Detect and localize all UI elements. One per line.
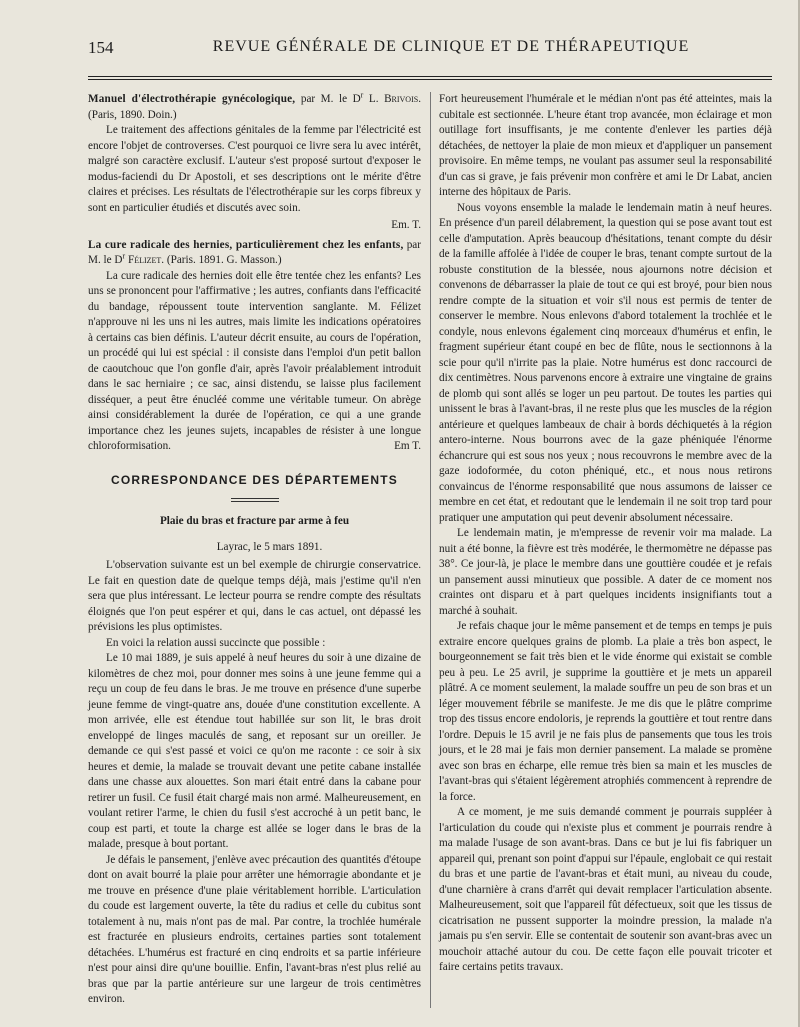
- article-paragraph: Le 10 mai 1889, je suis appelé à neuf heures du soir à une dizaine de kilomètres de chez moi, pour donner mes soins à une jeune femme qui a reçu un coup de feu dans le bras. Je me trouve en présence d'une superbe jeune femme de vingt-quatre ans, douée d'une constitution excellente. A mon arrivée, elle est étendue tout habillée sur son lit, le bras droit enveloppé de linges maculés de sang, et reposant sur un oreiller. Je demande ce qui s'est passé et voici ce qu'on me raconte : ce soir à six heures et demie, la malade se trouvait devant une petite cabane installée dans une chasse aux alouettes. Son mari était entré dans la cabane pour retirer un fusil. Ce fusil était chargé mais non armé. Malheureusement, en voulant retirer l'arme, le chien du fusil s'est accroché à un petit banc, le coup est parti, et toute la charge est allée se loger dans le bras de la malade, presque à bout portant.: [88, 652, 421, 850]
- article-paragraph: Je refais chaque jour le même pansement et de temps en temps je puis extraire encore quelques grains de plomb. La plaie a très bon aspect, le bourgeonnement se fait très bien et le vide énorme qui existait se comble peu à peu. Le 25 avril, je supprime la gouttière et je mets un appareil plâtré. A ce moment seulement, la malade souffre un peu de son bras et un léger mouvement fébrile se manifeste. Je me dis que le plâtre comprime trop des tissus encore endoloris, je reprends la gouttière et tout rentre dans l'ordre. Depuis le 15 avril je ne fais plus de pansements que tous les trois jours, et le 28 mai je fais mon dernier pansement. La malade se promène avec son bras en écharpe, elle remue très bien sa main et les muscles de l'avant-bras qui s'étaient légèrement atrophiés commencent à reprendre de la force.: [439, 620, 772, 803]
- article-paragraph: Je défais le pansement, j'enlève avec précaution des quantités d'étoupe dont on avait bourré la plaie pour arrêter une hémorragie abondante et je me trouve en présence d'une plaie véritablement horrible. L'articulation du coude est largement ouverte, la tête du radius et celle du cubitus sont totalement à nu, mais n'ont pas de mal. Par contre, la trochlée humérale est fracturée en plusieurs endroits, certaines parties sont totalement détachées. L'humérus est fracturé en cinq endroits et sa partie inférieure n'est pour ainsi dire qu'une bouillie. Enfin, l'avant-bras n'est plus relié au bras que par la partie antérieure sur une largeur de trois centimètres environ.: [88, 853, 421, 1005]
- review-title: La cure radicale des hernies, particulièrement chez les enfants,: [88, 238, 404, 251]
- book-review-hernia: [88, 238, 421, 455]
- left-column: [88, 92, 421, 1008]
- article-paragraph: Fort heureusement l'humérale et le médian n'ont pas été atteintes, mais la cubitale est sectionnée. L'heure étant trop avancée, mon éclairage et mon outillage fort insuffisants, je me contente d'enlever les parties déjà détachées, de nettoyer la plaie de mon mieux et d'appliquer un pansement provisoire. En même temps, ne voulant pas assumer seul la responsabilité d'un cas si grave, je fais prévenir mon confrère et ami le Dr Labat, ancien interne des hôpitaux de Paris.: [439, 93, 772, 198]
- review-heading: [88, 238, 421, 269]
- article-title: Plaie du bras et fracture par arme à feu: [159, 515, 350, 527]
- review-byline-prefix: par M. le D: [300, 93, 361, 105]
- article-paragraph: Nous voyons ensemble la malade le lendemain matin à neuf heures. En présence d'un pareil délabrement, la question qui se pose avant tout est celle d'amputation. Après beaucoup d'hésitations, tenant compte du désir de la famille affolée à l'idée de couper le bras, tenant compte surtout de la robuste constitution de la blessée, nous ajournons notre décision et convenons de débarrasser la plaie de tout ce qui est broyé, pour bien nous rendre compte de la situation et voir s'il nous est permis de tenter de conserver le membre. Nous enlevons d'abord totalement la trochlée et le condyle, nous enlevons également cinq morceaux d'humérus et enfin, le fragment supérieur étant coupé en bec de flûte, nous le sectionnons à la scie pour qu'il n'irrite pas la plaie. Notre humérus est donc raccourci de dix centimètres. Nous parvenons encore à extraire une vingtaine de grains de plomb qui sont allés se loger un peu partout. De toutes les parties qui unissent le bras à l'avant-bras, il ne reste plus que les muscles de la région antérieure et quelques lambeaux de chair à bords déchiquetés à la région antero-interne. Nous bourrons avec de la gaze phéniquée l'énorme échancrure qui est sous nos yeux ; nous recouvrons le membre avec de la gaze iodoformée, du coton phéniqué, etc., et nous nous retirons convaincus de l'énorme responsabilité que nous assumons de laisser ce membre en cet état, et redoutant que le lendemain il ne soit trop tard pour pratiquer une amputation qui peut devenir absolument nécessaire.: [439, 201, 772, 524]
- review-heading: [88, 92, 421, 123]
- book-review-electrotherapy: [88, 92, 421, 234]
- correspondence-section: [88, 473, 421, 503]
- review-byline-superscript: r: [122, 251, 126, 261]
- page-number: 154: [88, 38, 114, 57]
- review-publication: . (Paris. 1891. G. Masson.): [161, 254, 282, 266]
- article-location-date: Layrac, le 5 mars 1891.: [216, 540, 323, 553]
- review-byline-prefix: par M. le D: [88, 238, 421, 266]
- article-paragraph: L'observation suivante est un bel exemple de chirurgie conservatrice. Le fait en question date de quelque temps déjà, mais j'estime qu'il n'en sera que plus intéressant. Le lecteur pourra se rendre compte des résultats éloignés que l'on peut espérer et qui, dans le cas actuel, ont dépassé les prévisions les plus optimistes.: [88, 559, 421, 633]
- review-title: Manuel d'électrothérapie gynécologique,: [88, 93, 296, 105]
- article-paragraph: Le lendemain matin, je m'empresse de revenir voir ma malade. La nuit a été bonne, la fièvre est très modérée, le thermomètre ne dépasse pas 38°. Ce jour-là, je place le membre dans une gouttière coudée et je refais un pansement aussi minutieux que possible. A dater de ce moment nos craintes ont disparu et à part quelques incidents insignifiants tout a marché à souhait.: [439, 527, 772, 617]
- review-body: Le traitement des affections génitales de la femme par l'électricité est encore l'objet de controverses. C'est pourquoi ce livre sera lu avec intérêt, malgré son caractère exclusif. L'auteur s'est proposé surtout d'exposer le modus-faciendi du Dr Apostoli, et ses descriptions ont le mérite d'être claires et précises. Les résultats de l'électrothérapie sur les corps fibreux y sont en particulier étudiés et discutés avec soin.: [88, 124, 421, 214]
- review-publication: . (Paris, 1890. Doin.): [88, 93, 421, 121]
- review-body: [88, 269, 421, 455]
- review-author: L. Brivois: [368, 93, 419, 105]
- two-column-body: [88, 92, 772, 1008]
- review-signature: Em. T.: [391, 219, 421, 231]
- section-rule: [231, 498, 279, 502]
- right-column: [439, 92, 772, 1008]
- page-header: [88, 38, 772, 64]
- running-title: REVUE GÉNÉRALE DE CLINIQUE ET DE THÉRAPEUTIQUE: [212, 38, 690, 55]
- review-author: Félizet: [127, 254, 162, 266]
- section-title: CORRESPONDANCE DES DÉPARTEMENTS: [110, 472, 398, 487]
- review-byline-superscript: r: [360, 90, 364, 100]
- header-rule: [88, 76, 772, 80]
- case-report: [88, 514, 421, 1008]
- review-signature: Em T.: [394, 440, 421, 452]
- article-paragraph: A ce moment, je me suis demandé comment je pourrais suppléer à l'articulation du coude qui n'existe plus et comment je pourrais rendre à ma malade l'usage de son avant-bras. Dans ce but je lui fis fabriquer un appareil qui, prenant son point d'appui sur l'épaule, englobait ce qui restait du bras et une partie de l'avant-bras et était muni, au niveau du coude, d'une charnière à crans d'arrêt qui devait remplacer l'articulation absente. Malheureusement, soit que l'appareil fût défectueux, soit que les tissus de cicatrisation ne pussent supporter la moindre pression, la malade n'a jamais pu s'en servir. Elle se contentait de soutenir son avant-bras avec un mouchoir attaché autour du cou. De cette façon elle pouvait tricoter et faire certains petits travaux.: [439, 806, 772, 973]
- article-paragraph: En voici la relation aussi succincte que possible :: [106, 636, 326, 649]
- review-body-text: La cure radicale des hernies doit elle être tentée chez les enfants? Les uns se prononcent pour l'affirmative ; les autres, confiants dans l'efficacité du bandage, répoussent toute intervention sanglante. M. Félizet n'approuve ni les uns ni les autres, mais limite les indications opératoires à certains cas bien définis. L'auteur décrit ensuite, au cours de l'opération, un procédé qui lui est spécial : il consiste dans l'emploi d'un petit ballon de caoutchouc que l'on gonfle d'air, après l'avoir préalablement introduit dans le sac herniaire ; ce sac, ainsi distendu, se laisse plus facilement disséquer, a peut être énucléé comme une véritable tumeur. On abrège ainsi considérablement la durée de l'opération, ce qui a une grande importance chez les jeunes sujets, incapables de résister à une longue chloroformisation.: [88, 269, 421, 452]
